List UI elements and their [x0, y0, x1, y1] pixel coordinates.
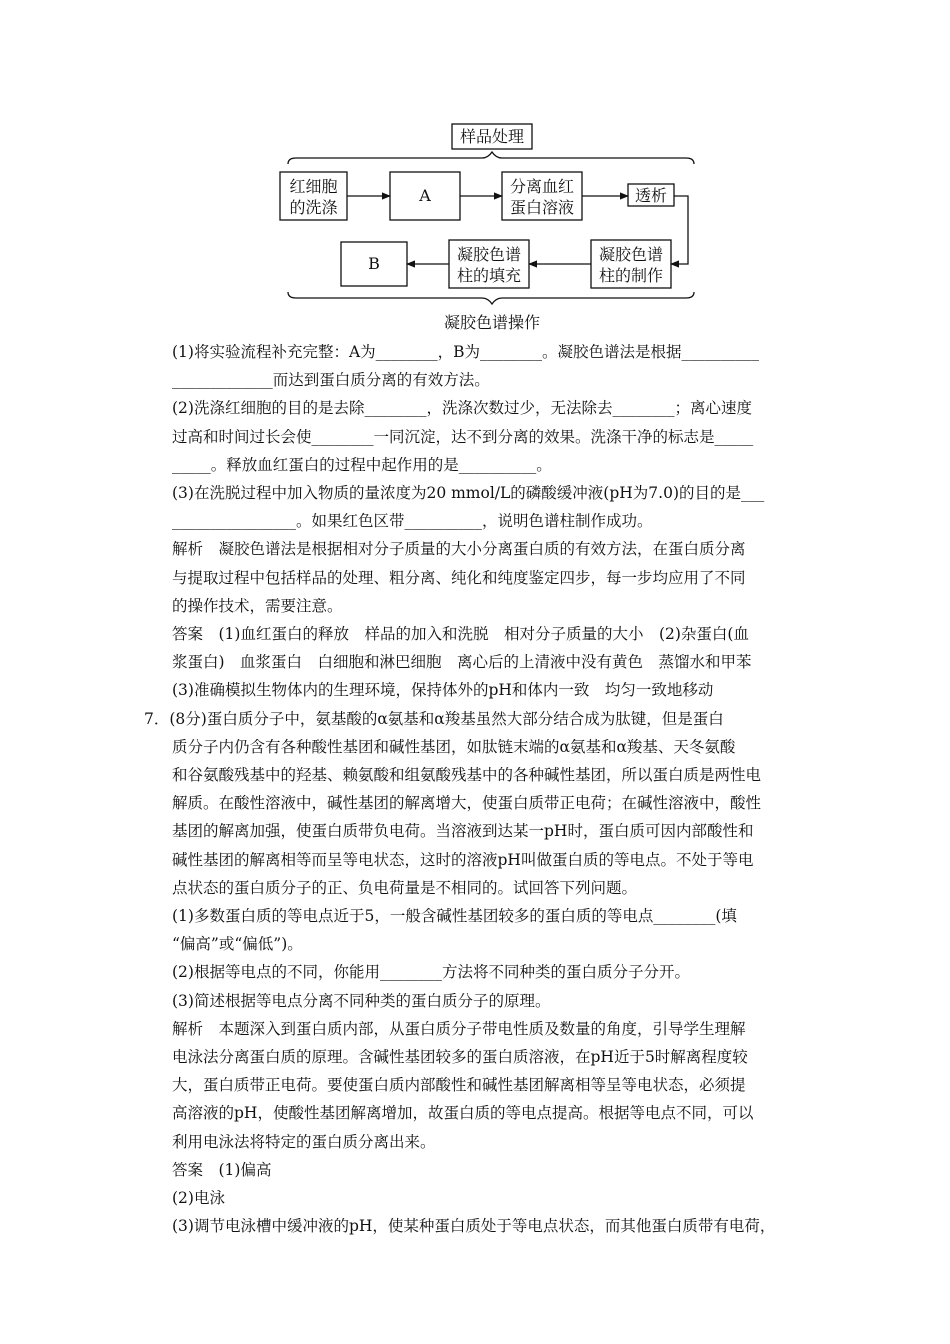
q7-stem-line7: 点状态的蛋白质分子的正、负电荷量是不相同的。试回答下列问题。 [172, 878, 638, 897]
box-a-label: A [419, 186, 431, 205]
q7-stem-line1-text: (8分)蛋白质分子中，氨基酸的α氨基和α羧基虽然大部分结合成为肽键，但是蛋白 [169, 709, 724, 728]
q7-analysis-line5: 利用电泳法将特定的蛋白质分离出来。 [172, 1132, 436, 1151]
q7-analysis-line3: 大，蛋白质带正电荷。要使蛋白质内部酸性和碱性基团解离相等呈等电状态，必须提 [172, 1076, 746, 1095]
top-label: 样品处理 [459, 127, 525, 146]
q6-answer-line1: 答案 (1)血红蛋白的释放 样品的加入和洗脱 相对分子质量的大小 (2)杂蛋白(血 [172, 625, 749, 644]
q6-analysis-line3: 的操作技术，需要注意。 [172, 596, 343, 615]
q6-part1-line1: (1)将实验流程补充完整：A为________，B为________。凝胶色谱法是根据__________ [172, 343, 760, 361]
q7-stem-line5: 基团的解离加强，使蛋白质带负电荷。当溶液到达某一pH时，蛋白质可因内部酸性和 [172, 822, 754, 841]
q7-answer-line1: 答案 (1)偏高 [172, 1160, 272, 1179]
document-body [144, 338, 812, 1241]
bottom-label: 凝胶色谱操作 [443, 313, 541, 332]
q7-stem-line4: 解质。在酸性溶液中，碱性基团的解离增大，使蛋白质带正电荷；在碱性溶液中，酸性 [172, 794, 762, 813]
box-column-fill-line1: 凝胶色谱 [456, 245, 522, 264]
q7-stem-line3: 和谷氨酸残基中的羟基、赖氨酸和组氨酸残基中的各种碱性基团，所以蛋白质是两性电 [172, 766, 762, 785]
q7-stem-line1 [144, 705, 812, 733]
box-b-label: B [368, 254, 380, 273]
q7-answer-line3: (3)调节电泳槽中缓冲液的pH，使某种蛋白质处于等电点状态，而其他蛋白质带有电荷， [172, 1217, 776, 1236]
q7-stem-line2: 质分子内仍含有各种酸性基团和碱性基团，如肽链末端的α氨基和α羧基、天冬氨酸 [172, 737, 736, 756]
q6-answer-line3: (3)准确模拟生物体内的生理环境，保持体外的pH和体内一致 均匀一致地移动 [172, 681, 714, 700]
q7-part1-line1: (1)多数蛋白质的等电点近于5，一般含碱性基团较多的蛋白质的等电点________(填 [172, 907, 737, 926]
box-wash-rbc-line1: 红细胞 [289, 177, 338, 196]
q7-answer-line2: (2)电泳 [172, 1189, 225, 1208]
q7-part1-line2: “偏高”或“偏低”)。 [172, 935, 303, 954]
q7-part3: (3)简述根据等电点分离不同种类的蛋白质分子的原理。 [172, 991, 551, 1010]
q6-part2-line1: (2)洗涤红细胞的目的是去除________，洗涤次数过少，无法除去________；离心速度 [172, 399, 752, 418]
box-column-make-line2: 柱的制作 [598, 266, 664, 285]
q7-part2: (2)根据等电点的不同，你能用________方法将不同种类的蛋白质分子分开。 [172, 963, 690, 982]
q6-part1-line2: _____________而达到蛋白质分离的有效方法。 [172, 371, 490, 390]
q6-part3-line1: (3)在洗脱过程中加入物质的量浓度为20 mmol/L的磷酸缓冲液(pH为7.0)的目的是___ [172, 484, 765, 503]
q7-analysis-line1: 解析 本题深入到蛋白质内部，从蛋白质分子带电性质及数量的角度，引导学生理解 [172, 1019, 746, 1038]
box-column-make-line1: 凝胶色谱 [598, 245, 664, 264]
q6-part3-line2: ________________。如果红色区带__________，说明色谱柱制作成功。 [172, 512, 653, 531]
box-separate-hb-line1: 分离血红 [509, 177, 575, 196]
q6-analysis-line2: 与提取过程中包括样品的处理、粗分离、纯化和纯度鉴定四步，每一步均应用了不同 [172, 568, 746, 587]
experiment-flowchart [276, 118, 700, 336]
q6-answer-line2: 浆蛋白) 血浆蛋白 白细胞和淋巴细胞 离心后的上清液中没有黄色 蒸馏水和甲苯 [172, 653, 752, 672]
q7-analysis-line4: 高溶液的pH，使酸性基团解离增加，故蛋白质的等电点提高。根据等电点不同，可以 [172, 1104, 754, 1123]
bottom-brace [288, 292, 694, 304]
q7-analysis-line2: 电泳法分离蛋白质的原理。含碱性基团较多的蛋白质溶液，在pH近于5时解离程度较 [172, 1048, 748, 1067]
top-brace [288, 152, 694, 164]
q7-stem-line6: 碱性基团的解离相等而呈等电状态，这时的溶液pH叫做蛋白质的等电点。不处于等电 [172, 850, 754, 869]
box-wash-rbc-line2: 的洗涤 [289, 198, 338, 217]
box-column-fill-line2: 柱的填充 [456, 266, 522, 285]
box-separate-hb-line2: 蛋白溶液 [509, 198, 575, 217]
q6-part2-line2: 过高和时间过长会使________一同沉淀，达不到分离的效果。洗涤干净的标志是_____ [172, 427, 754, 446]
q6-part2-line3: _____。释放血红蛋白的过程中起作用的是__________。 [172, 455, 552, 474]
q7-number: 7． [144, 709, 170, 728]
box-dialysis-label: 透析 [634, 186, 668, 205]
q6-analysis-line1: 解析 凝胶色谱法是根据相对分子质量的大小分离蛋白质的有效方法，在蛋白质分离 [172, 540, 746, 559]
